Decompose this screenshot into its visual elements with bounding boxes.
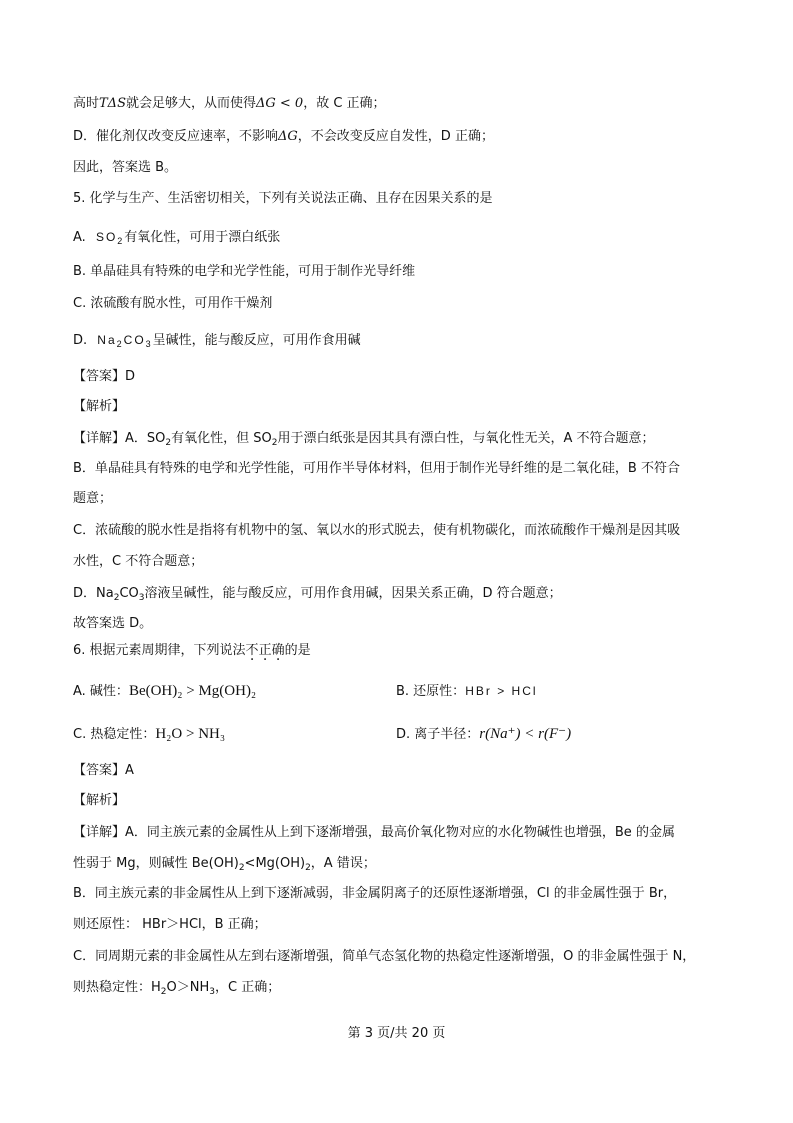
detail-6-line-5: C．同周期元素的非金属性从左到右逐渐增强，简单气态氢化物的热稳定性逐渐增强，O 的非金属性强于 N， [73, 949, 696, 964]
label: A. [73, 230, 86, 245]
formula: r(Na⁺) < r(F⁻) [479, 726, 572, 742]
math-dg: ΔG < 0 [256, 96, 304, 111]
continuation-line-3: 因此，答案选 B。 [73, 160, 178, 175]
text: 有氧化性，可用于漂白纸张 [124, 230, 281, 245]
formula: H₂O > NH₃ [155, 726, 226, 742]
q5-option-b: B. 单晶硅具有特殊的电学和光学性能，可用于制作光导纤维 [73, 264, 416, 279]
detail-6-line-3: B．同主族元素的非金属性从上到下逐渐减弱，非金属阴离子的还原性逐渐增强，Cl 的非金属性强于 Br， [73, 886, 677, 901]
detail-5-line-7: 故答案选 D。 [73, 616, 153, 631]
detail-5-line-6: D．$Na_2CO_3$溶液呈碱性，能与酸反应，可用作食用碱，因果关系正确，D 符合题意； [73, 586, 562, 603]
continuation-line-2 [73, 128, 494, 146]
q6-option-c [73, 725, 225, 744]
detail-5-line-5: 水性，C 不符合题意； [73, 554, 204, 569]
text: ，不会改变反应自发性，D 正确； [297, 129, 494, 144]
q5-option-d [73, 331, 361, 353]
math-tds: TΔS [99, 96, 126, 111]
detail-6-line-4: 则还原性： HBr＞HCl，B 正确； [73, 917, 267, 932]
q5-option-c: C. 浓硫酸有脱水性，可用作干燥剂 [73, 296, 273, 311]
detail-5-line-4: C．浓硫酸的脱水性是指将有机物中的氢、氧以水的形式脱去，使有机物碳化，而浓硫酸作干燥剂是因其吸 [73, 523, 681, 538]
emphasis-char: 确 [271, 643, 285, 658]
text: ，故 C 正确； [303, 96, 386, 111]
formula: $SO_2$ [95, 230, 125, 246]
formula: $Na_2CO_3$ [97, 333, 153, 349]
formula: HBr > HCl [465, 684, 538, 698]
label: D. [73, 333, 88, 348]
text: D．催化剂仅改变反应速率，不影响 [73, 129, 279, 144]
text: 就会足够大，从而使得 [125, 96, 256, 111]
detail-6-line-1: 【详解】A．同主族元素的金属性从上到下逐渐增强，最高价氧化物对应的水化物碱性也增强，Be 的金属 [73, 825, 675, 840]
question-6-stem: 6. 根据元素周期律，下列说法不正确的是 [73, 643, 311, 658]
text: 呈碱性，能与酸反应，可用作食用碱 [152, 333, 361, 348]
formula: Be(OH)₂ > Mg(OH)₂ [128, 683, 257, 699]
detail-5-line-1: 【详解】A．$SO_2$有氧化性，但 $SO_2$用于漂白纸张是因其具有漂白性，与氧化性无关，A 不符合题意； [73, 431, 655, 448]
answer-5: 【答案】D [73, 369, 136, 384]
q5-option-a [73, 228, 280, 250]
label: C. 热稳定性： [73, 727, 156, 742]
detail-6-line-2: 性弱于 Mg，则碱性 $Be(OH)_2<Mg(OH)_2$，A 错误； [73, 856, 376, 873]
q6-option-a [73, 682, 256, 701]
q6-option-d [396, 725, 571, 744]
continuation-line-1 [73, 95, 386, 113]
answer-6: 【答案】A [73, 763, 134, 778]
detail-5-line-2: B．单晶硅具有特殊的电学和光学性能，可用作半导体材料，但用于制作光导纤维的是二氧化硅，B 不符合 [73, 461, 680, 476]
emphasis-char: 正 [258, 643, 272, 658]
page-footer: 第 3 页/共 20 页 [347, 1026, 446, 1041]
text: 高时 [73, 96, 100, 111]
emphasis-char: 不 [245, 643, 259, 658]
detail-5-line-3: 题意； [73, 491, 113, 506]
detail-6-line-6: 则热稳定性：$H_2O>NH_3$，C 正确； [73, 980, 281, 997]
question-5-stem: 5. 化学与生产、生活密切相关，下列有关说法正确、且存在因果关系的是 [73, 191, 493, 206]
q6-option-b [396, 682, 538, 701]
label: D. 离子半径： [396, 727, 480, 742]
math-dg: ΔG [278, 129, 298, 144]
analysis-5-heading: 【解析】 [73, 399, 126, 414]
label: B. 还原性： [396, 684, 466, 699]
label: A. 碱性： [73, 684, 129, 699]
analysis-6-heading: 【解析】 [73, 793, 126, 808]
